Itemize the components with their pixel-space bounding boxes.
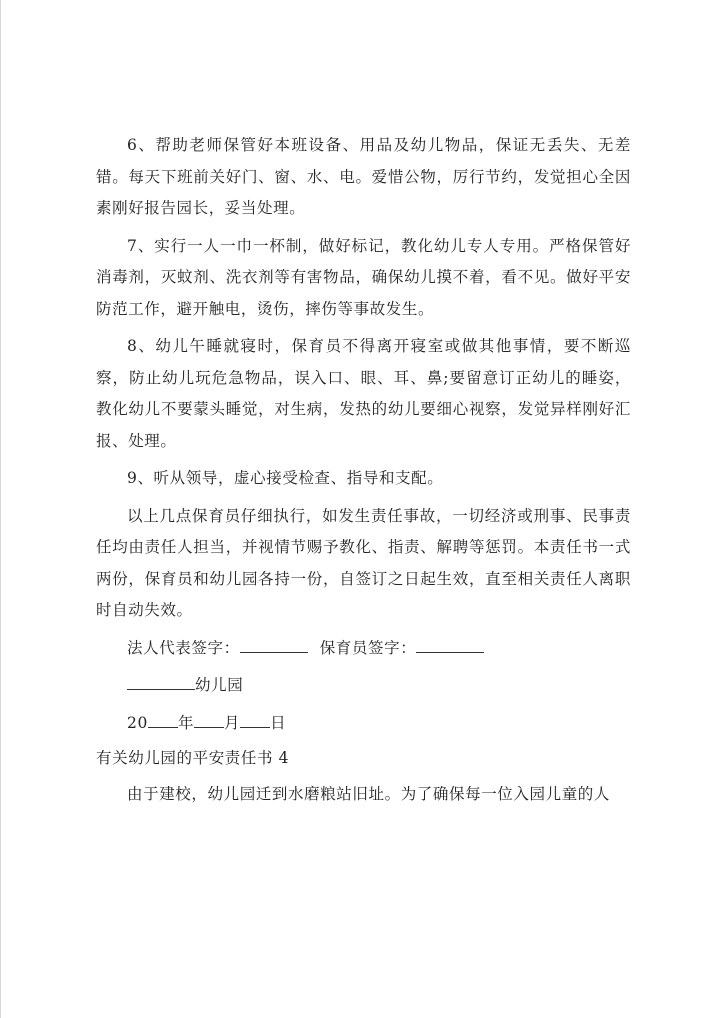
paragraph-item-7: 7、实行一人一巾一杯制，做好标记，教化幼儿专人专用。严格保管好消毒剂，灭蚊剂、洗衣剂等有害物品，确保幼儿摸不着，看不见。做好平安防范工作，避开触电，烫伤，摔伤等事故发生。 [96, 236, 631, 318]
date-row [96, 708, 631, 740]
caregiver-label: 保育员签字： [319, 638, 417, 657]
date-day-blank [240, 713, 270, 728]
date-month-label: 月 [224, 713, 241, 732]
date-month-blank [194, 713, 224, 728]
kindergarten-name-blank [127, 675, 195, 690]
section-title: 有关幼儿园的平安责任书 4 [96, 749, 290, 767]
legal-rep-label: 法人代表签字： [127, 638, 240, 657]
paragraph-summary: 以上几点保育员仔细执行，如发生责任事故，一切经济或刑事、民事责任均由责任人担当，并视情节赐予教化、指责、解聘等惩罚。本责任书一式两份，保育员和幼儿园各持一份，自签订之日起生效，直至相关责任人离职时自动失效。 [96, 506, 631, 619]
caregiver-signature-blank [416, 638, 484, 653]
date-year-label: 年 [177, 713, 195, 732]
date-prefix: 20 [127, 713, 148, 732]
date-day-label: 日 [270, 713, 287, 732]
signature-row [96, 633, 631, 665]
paragraph-item-6: 6、帮助老师保管好本班设备、用品及幼儿物品，保证无丢失、无差错。每天下班前关好门、窗、水、电。爱惜公物，厉行节约，发觉担心全因素刚好报告园长，妥当处理。 [96, 136, 631, 217]
paragraph-item-8: 8、幼儿午睡就寝时，保育员不得离开寝室或做其他事情，要不断巡察，防止幼儿玩危急物品，误入口、眼、耳、鼻;要留意订正幼儿的睡姿，教化幼儿不要蒙头睡觉，对生病，发热的幼儿要细心视察，发觉异样刚好汇报、处理。 [96, 337, 631, 450]
paragraph-item-9: 9、听从领导，虚心接受检查、指导和支配。 [127, 469, 444, 487]
date-year-blank [148, 713, 178, 728]
document-body [96, 130, 631, 810]
kindergarten-name-row [96, 670, 631, 702]
intro-paragraph: 由于建校，幼儿园迁到水磨粮站旧址。为了确保每一位入园儿童的人 [127, 784, 611, 803]
kindergarten-suffix: 幼儿园 [195, 676, 244, 694]
legal-rep-signature-blank [240, 638, 308, 653]
